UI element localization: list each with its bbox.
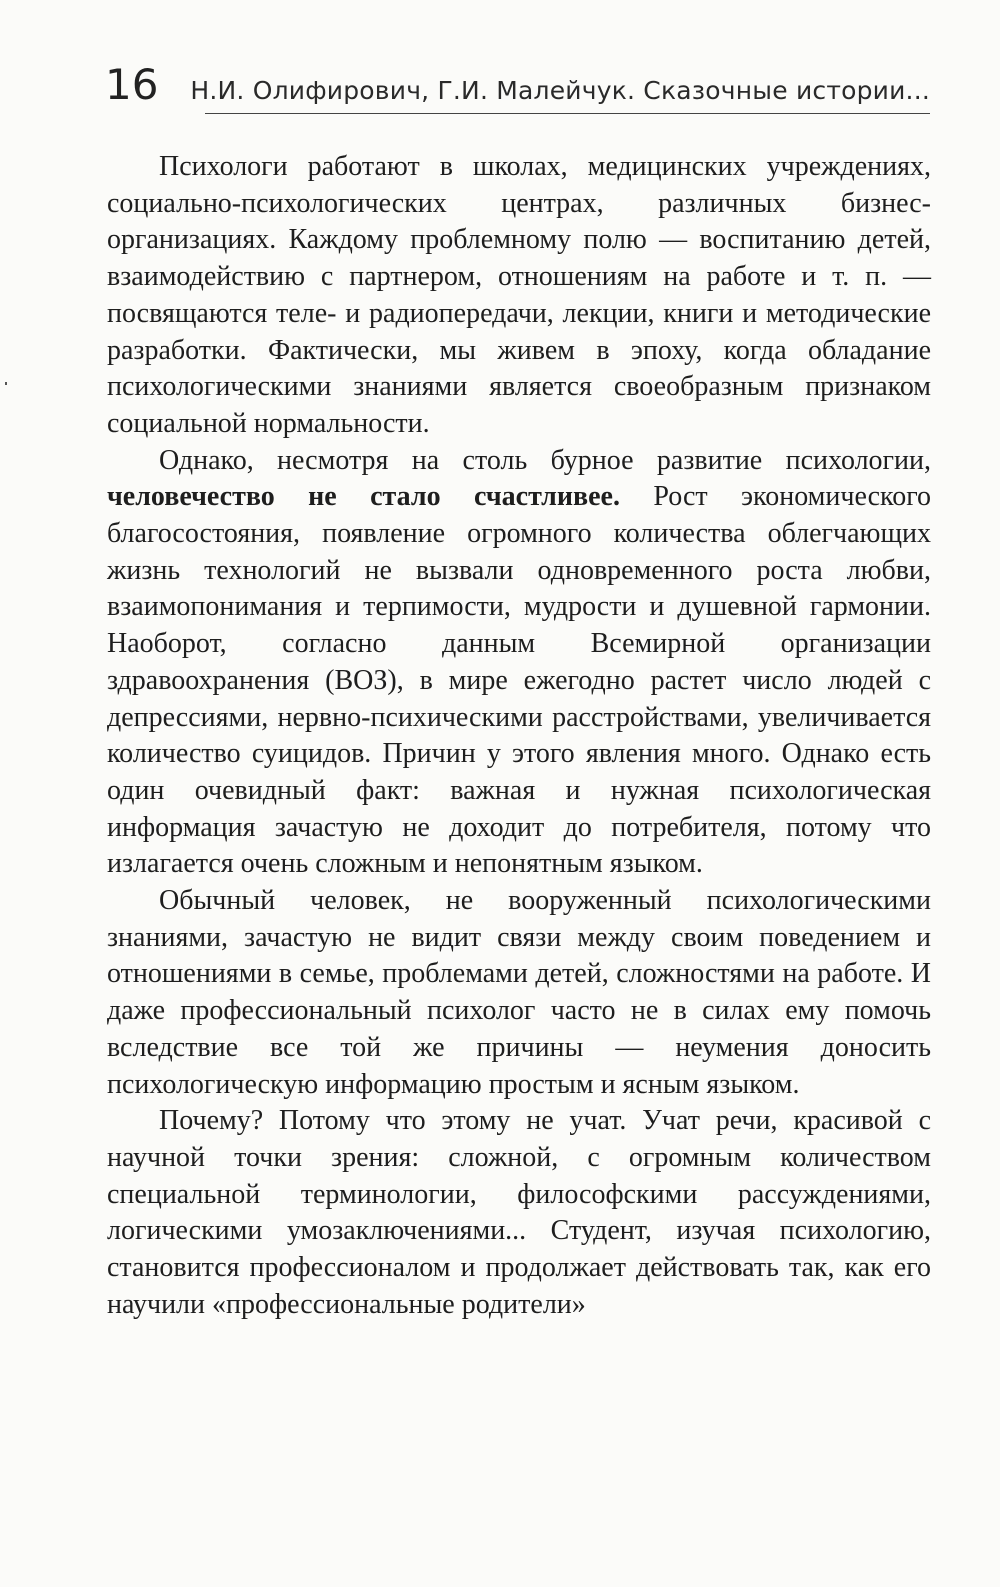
paragraph-2-rest: Рост экономического благосостояния, появление огромного количества облегчающих жизнь технологий не вызвали одновременного роста любви, взаимопонимания и терпимости, мудрости и душевной гармонии. Наоборот, согласно данным Всемирной организации здравоохранения (ВОЗ), в мире ежегодно растет число людей с депрессиями, нервно-психическими расстройствами, увеличивается количество суицидов. Причин у этого явления много. Однако есть один очевидный факт: важная и нужная психологическая информация зачастую не доходит до потребителя, потому что излагается очень сложным и непонятным языком. [107, 481, 931, 880]
page-header [105, 58, 930, 114]
paragraph-1: Психологи работают в школах, медицинских учреждениях, социально-психологических центрах, различных бизнес-организациях. Каждому проблемному полю — воспитанию детей, взаимодействию с партнером, отношениям на работе и т. п. — посвящаются теле- и радиопередачи, лекции, книги и методические разработки. Фактически, мы живем в эпоху, когда обладание психологическими знаниями является своеобразным признаком социальной нормальности. [107, 151, 931, 439]
paragraph-4: Почему? Потому что этому не учат. Учат речи, красивой с научной точки зрения: сложной, с огромным количеством специальной терминологии, философскими рассуждениями, логическими умозаключениями... Студент, изучая психологию, становится профессионалом и продолжает действовать так, как его научили «профессиональные родители» [107, 1105, 931, 1320]
paragraph-2-emphasis: человечество не стало счастливее. [107, 481, 620, 513]
paragraph-2 [107, 443, 931, 883]
body-text [107, 149, 931, 1324]
paragraph-3: Обычный человек, не вооруженный психологическими знаниями, зачастую не видит связи между своим поведением и отношениями в семье, проблемами детей, сложностями на работе. И даже профессиональный психолог часто не в силах ему помочь вследствие все той же причины — неумения доносить психологическую информацию простым и ясным языком. [107, 885, 931, 1100]
header-rule [205, 113, 930, 114]
running-head: Н.И. Олифирович, Г.И. Малейчук. Сказочные истории... [190, 76, 930, 105]
page-number: 16 [105, 60, 159, 109]
paragraph-2-lead: Однако, несмотря на столь бурное развитие психологии, [159, 444, 931, 476]
scan-speck [5, 382, 7, 385]
